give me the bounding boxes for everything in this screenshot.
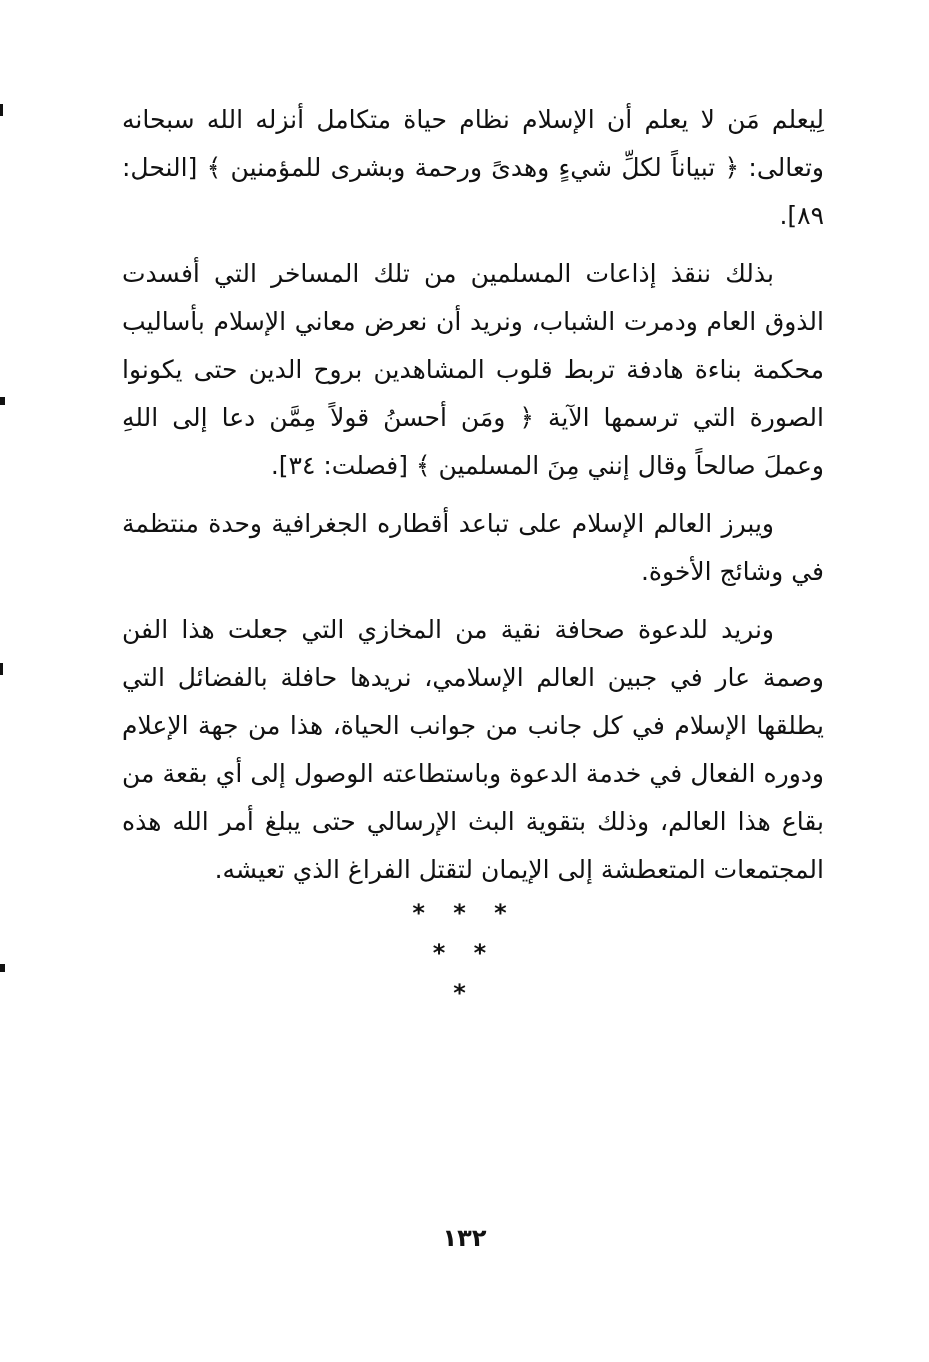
margin-mark — [0, 663, 3, 675]
paragraph-4: ونريد للدعوة صحافة نقية من المخازي التي جعلت هذا الفن وصمة عار في جبين العالم الإسلامي، نريدها حافلة بالفضائل التي يطلقها الإسلام في كل جانب من جوانب الحياة، هذا من جهة الإعلام ودوره الفعال في خدمة الدعوة وباستطاعته الوصول إلى أي بقعة من بقاع هذا العالم، وذلك بتقوية البث الإرسالي حتى يبلغ أمر الله هذه المجتمعات المتعطشة إلى الإيمان لتقتل الفراغ الذي تعيشه. — [122, 615, 824, 884]
margin-mark — [0, 397, 5, 405]
paragraph-1: لِيعلم مَن لا يعلم أن الإسلام نظام حياة متكامل أنزله الله سبحانه وتعالى: ﴿ تبياناً لكلِّ شيءٍ وهدىً ورحمة وبشرى للمؤمنين ﴾ [النحل: ٨٩]. — [122, 105, 824, 230]
separator-stars-row-1: * * * — [412, 899, 517, 927]
separator-stars-row-2: * * — [432, 939, 497, 967]
separator-stars-row-3: * — [453, 979, 476, 1007]
paragraph-3: ويبرز العالم الإسلام على تباعد أقطاره الجغرافية وحدة منتظمة في وشائج الأخوة. — [122, 509, 824, 586]
page-number: ١٣٢ — [442, 1224, 487, 1252]
paragraph-2: بذلك ننقذ إذاعات المسلمين من تلك المساخر التي أفسدت الذوق العام ودمرت الشباب، ونريد أن نعرض معاني الإسلام بأساليب محكمة بناءة هادفة تربط قلوب المشاهدين بروح الدين حتى يكونوا الصورة التي ترسمها الآية ﴿ ومَن أحسنُ قولاً مِمَّن دعا إلى اللهِ وعملَ صالحاً وقال إنني مِنَ المسلمين ﴾ [فصلت: ٣٤]. — [122, 259, 824, 480]
margin-mark — [0, 104, 3, 116]
body-text — [122, 96, 824, 904]
